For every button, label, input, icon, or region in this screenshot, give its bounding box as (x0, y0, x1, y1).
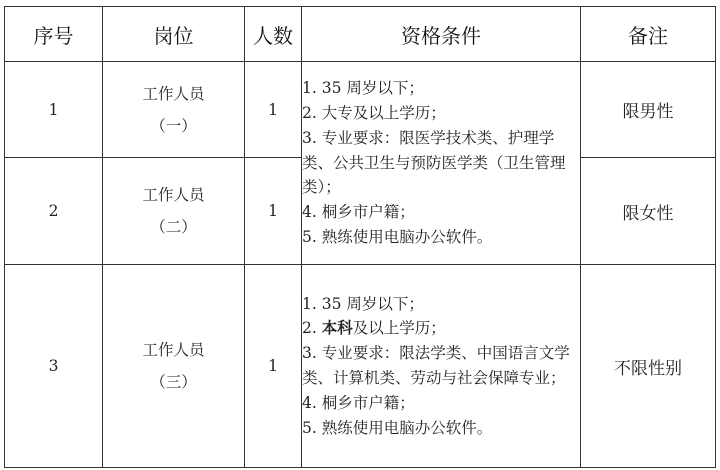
header-row (5, 7, 716, 62)
header-count: 人数 (245, 7, 302, 62)
requirement-item: 1. 35 周岁以下； (302, 79, 424, 98)
row-position (103, 158, 245, 265)
row-count: 1 (245, 265, 302, 468)
requirement-item: 1. 35 周岁以下； (302, 294, 424, 313)
row-count: 1 (245, 158, 302, 265)
position-number: （一） (150, 116, 197, 135)
requirement-item: 3. 专业要求：限医学技术类、护理学类、公共卫生与预防医学类（卫生管理类）； (302, 128, 566, 197)
requirement-suffix: 及以上学历； (352, 319, 446, 338)
row-remark: 限女性 (581, 158, 716, 265)
position-title: 工作人员 (142, 341, 205, 359)
position-number: （二） (150, 218, 197, 236)
requirement-item: 4. 桐乡市户籍； (302, 393, 415, 412)
requirement-item: 4. 桐乡市户籍； (302, 203, 415, 222)
table-row (5, 265, 716, 468)
position-number: （三） (150, 373, 197, 391)
row-no: 1 (5, 62, 103, 158)
requirement-item: 5. 熟练使用电脑办公软件。 (302, 227, 493, 246)
row-remark: 不限性别 (581, 265, 716, 468)
row-no: 2 (5, 158, 103, 265)
header-position: 岗位 (103, 7, 245, 62)
requirements-cell (302, 265, 581, 468)
requirement-item: 5. 熟练使用电脑办公软件。 (302, 418, 493, 437)
header-requirements: 资格条件 (302, 7, 581, 62)
header-no: 序号 (5, 7, 103, 62)
row-no: 3 (5, 265, 103, 468)
table-row (5, 62, 716, 158)
position-title: 工作人员 (142, 84, 205, 103)
requirement-item: 2. 大专及以上学历； (302, 104, 446, 122)
recruitment-table (4, 6, 716, 468)
row-position (103, 265, 245, 468)
requirement-item (302, 316, 580, 341)
requirement-emphasis: 本科 (321, 319, 353, 338)
row-count: 1 (245, 62, 302, 158)
position-title: 工作人员 (142, 186, 205, 204)
header-remark: 备注 (581, 7, 716, 62)
requirement-prefix: 2. (302, 319, 322, 338)
requirement-item: 3. 专业要求：限法学类、中国语言文学类、计算机类、劳动与社会保障专业； (302, 344, 570, 387)
requirements-cell (302, 62, 581, 265)
row-position (103, 62, 245, 158)
row-remark: 限男性 (581, 62, 716, 158)
